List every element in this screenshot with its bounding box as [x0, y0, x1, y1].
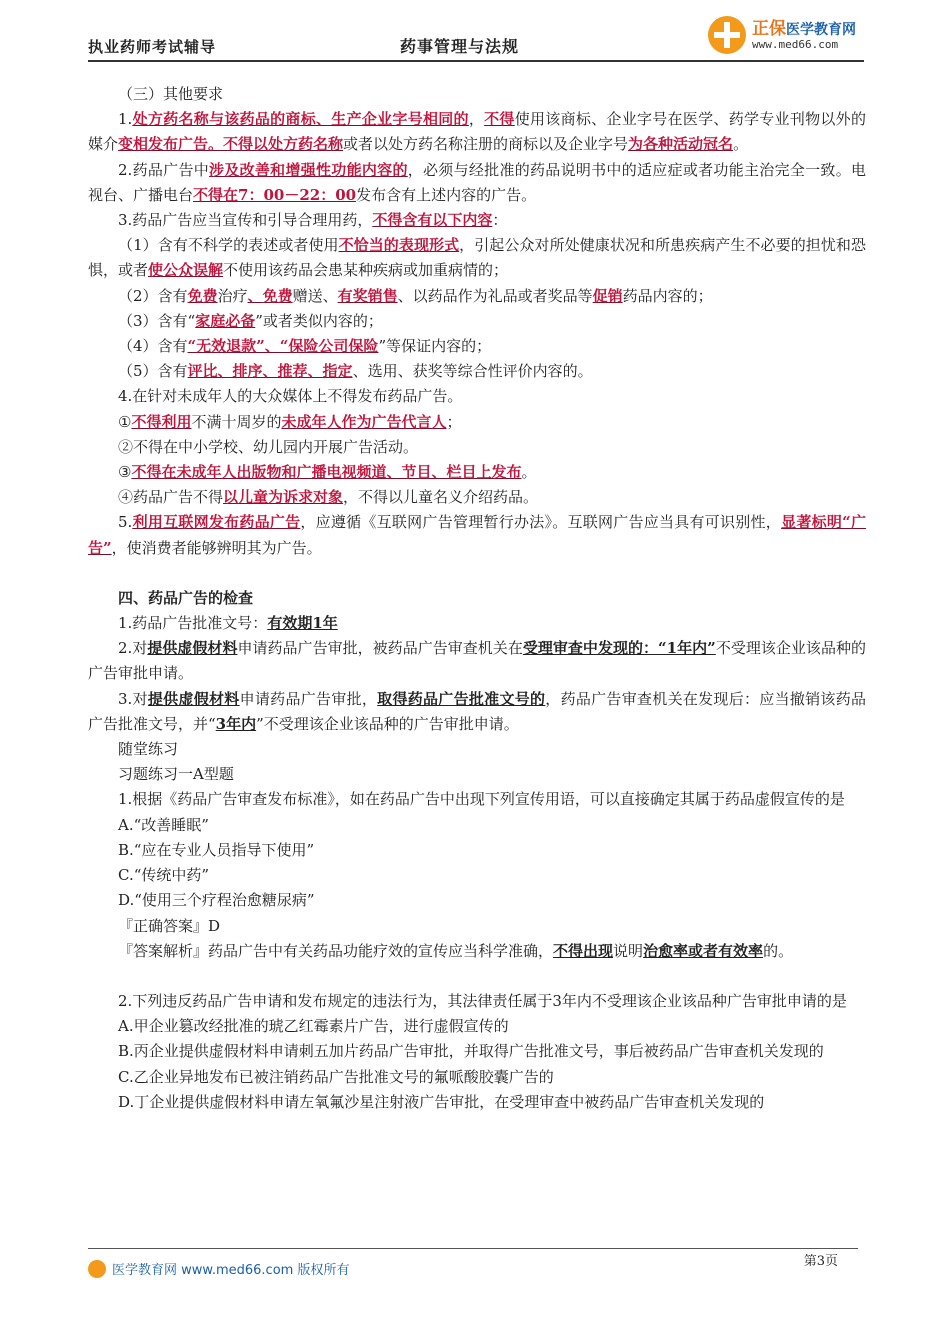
paragraph: 3.对提供虚假材料申请药品广告审批，取得药品广告批准文号的，药品广告审查机关在发现后：应当撤销该药品广告批准文号，并“3年内”不受理该企业该品种的广告审批申请。: [88, 689, 866, 733]
practice-type: 习题练习一A型题: [118, 765, 234, 784]
section-heading: 四、药品广告的检查: [118, 588, 254, 607]
list-item: ④药品广告不得以儿童为诉求对象，不得以儿童名义介绍药品。: [118, 488, 539, 507]
list-item: （1）含有不科学的表述或者使用不恰当的表现形式，引起公众对所处健康状况和所患疾病产生不必要的担忧和恐惧，或者使公众误解不使用该药品会患某种疾病或加重病情的；: [88, 236, 866, 280]
answer-option: D.丁企业提供虚假材料申请左氧氟沙星注射液广告审批，在受理审查中被药品广告审查机关发现的: [118, 1092, 765, 1111]
list-item: （4）含有“无效退款”、“保险公司保险”等保证内容的；: [118, 337, 492, 356]
header-left-title: 执业药师考试辅导: [88, 38, 217, 56]
question-stem: 2.下列违反药品广告申请和发布规定的违法行为，其法律责任属于3年内不受理该企业该品种广告审批申请的是: [118, 991, 847, 1010]
list-item: ③不得在未成年人出版物和广播电视频道、节目、栏目上发布。: [118, 463, 537, 482]
header-divider: [88, 60, 864, 62]
section-heading: （三）其他要求: [118, 85, 224, 103]
practice-label: 随堂练习: [118, 740, 179, 759]
answer-option: B.丙企业提供虚假材料申请刺五加片药品广告审批，并取得广告批准文号，事后被药品广告审查机关发现的: [118, 1042, 824, 1061]
list-item: （3）含有“家庭必备”或者类似内容的；: [118, 311, 383, 330]
logo-url: www.med66.com: [752, 38, 839, 51]
logo-name: 正保医学教育网: [752, 19, 856, 39]
document-body: [88, 82, 866, 1115]
paragraph: 4.在针对未成年人的大众媒体上不得发布药品广告。: [118, 387, 463, 406]
question-stem: 1.根据《药品广告审查发布标准》，如在药品广告中出现下列宣传用语，可以直接确定其属于药品虚假宣传的是: [118, 790, 845, 809]
answer-option: C.乙企业异地发布已被注销药品广告批准文号的氟哌酸胶囊广告的: [118, 1067, 554, 1086]
page-number: 第3页: [803, 1254, 838, 1269]
answer-option: A.甲企业篡改经批准的琥乙红霉素片广告，进行虚假宣传的: [118, 1017, 509, 1036]
answer-analysis: 『答案解析』药品广告中有关药品功能疗效的宣传应当科学准确，不得出现说明治愈率或者有效率的。: [118, 941, 794, 960]
paragraph: 2.对提供虚假材料申请药品广告审批，被药品广告审查机关在受理审查中发现的：“1年内”不受理该企业该品种的广告审批申请。: [88, 639, 866, 683]
paragraph: 5.利用互联网发布药品广告，应遵循《互联网广告管理暂行办法》。互联网广告应当具有可识别性，显著标明“广告”，使消费者能够辨明其为广告。: [88, 513, 866, 557]
paragraph: 1.处方药名称与该药品的商标、生产企业字号相同的，不得使用该商标、企业字号在医学、药学专业刊物以外的媒介变相发布广告。不得以处方药名称或者以处方药名称注册的商标以及企业字号为各种活动冠名。: [88, 110, 866, 154]
answer-option: D.“使用三个疗程治愈糖尿病”: [118, 891, 315, 910]
footer-divider: [88, 1248, 858, 1249]
answer-option: B.“应在专业人员指导下使用”: [118, 840, 315, 859]
logo-cross-icon: [708, 16, 746, 54]
page-header: [88, 18, 864, 60]
paragraph: 2.药品广告中涉及改善和增强性功能内容的，必须与经批准的药品说明书中的适应症或者功能主治完全一致。电视台、广播电台不得在7：00－22：00发布含有上述内容的广告。: [88, 160, 866, 204]
site-logo: [708, 12, 868, 58]
list-item: ①不得利用不满十周岁的未成年人作为广告代言人；: [118, 412, 462, 431]
header-center-title: 药事管理与法规: [400, 37, 520, 56]
footer-copyright: 医学教育网 www.med66.com 版权所有: [112, 1263, 350, 1278]
page-footer: [88, 1248, 864, 1288]
list-item: （2）含有免费治疗、免费赠送、有奖销售、以药品作为礼品或者奖品等促销药品内容的；: [118, 286, 713, 305]
paragraph: 1.药品广告批准文号：有效期1年: [118, 614, 338, 633]
list-item: （5）含有评比、排序、推荐、指定、选用、获奖等综合性评价内容的。: [118, 362, 593, 381]
paragraph: 3.药品广告应当宣传和引导合理用药，不得含有以下内容：: [118, 211, 508, 230]
answer-option: C.“传统中药”: [118, 866, 210, 885]
footer-logo-icon: [88, 1260, 106, 1278]
list-item: ②不得在中小学校、幼儿园内开展广告活动。: [118, 437, 419, 456]
correct-answer: 『正确答案』D: [118, 916, 221, 935]
answer-option: A.“改善睡眠”: [118, 815, 209, 834]
